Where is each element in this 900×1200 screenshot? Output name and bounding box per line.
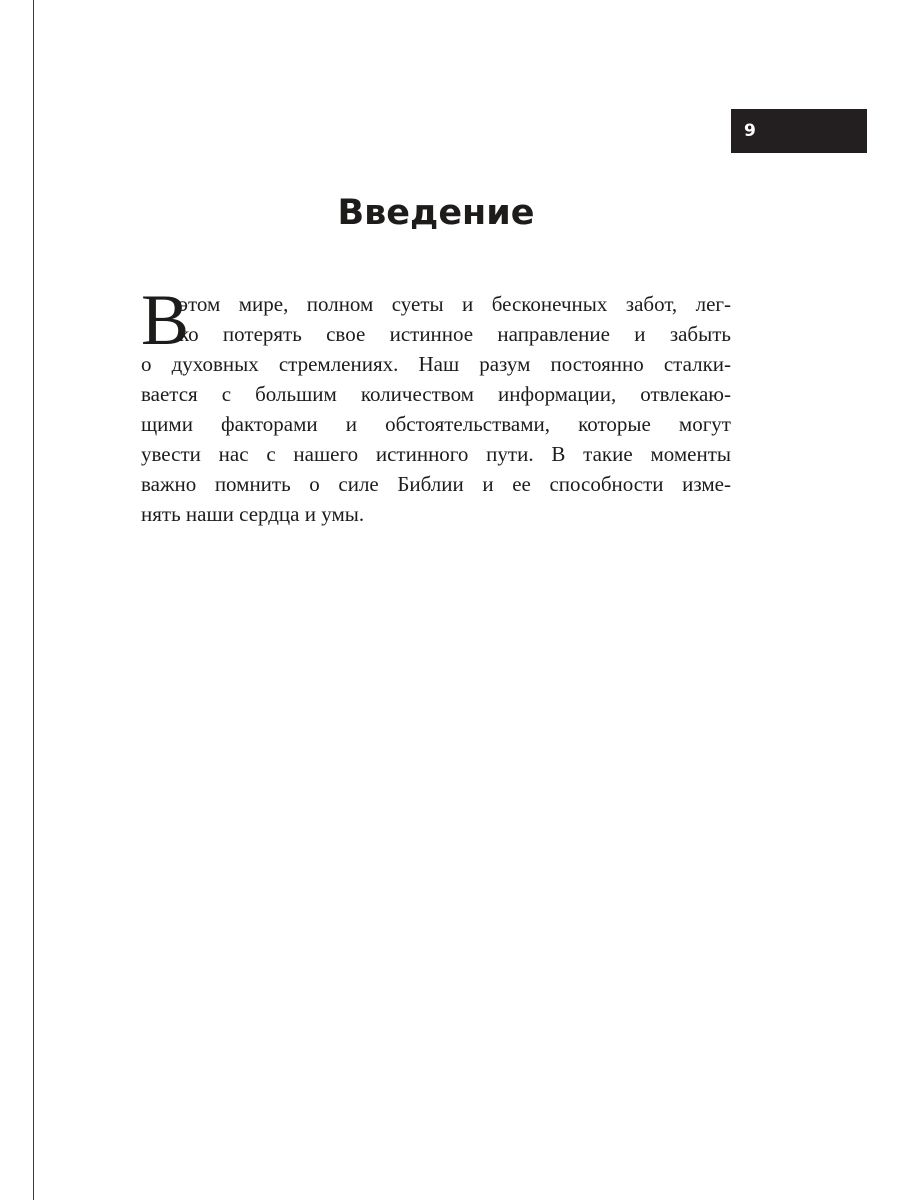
paragraph-line: увести нас с нашего истинного пути. В такие моменты — [141, 442, 731, 466]
page-number: 9 — [744, 121, 756, 141]
chapter-title: Введение — [337, 193, 535, 233]
drop-cap-letter: В — [141, 280, 190, 360]
paragraph-line: этом мире, полном суеты и бесконечных забот, лег- — [179, 292, 731, 316]
page-spine-line — [33, 0, 34, 1200]
paragraph-line: о духовных стремлениях. Наш разум постоянно сталки- — [141, 352, 731, 376]
paragraph-line: нять наши сердца и умы. — [141, 502, 365, 526]
page-number-tab — [731, 109, 867, 153]
paragraph-line: щими факторами и обстоятельствами, которые могут — [141, 412, 731, 436]
intro-paragraph — [141, 280, 731, 529]
paragraph-line: вается с большим количеством информации, отвлекаю- — [141, 382, 731, 406]
paragraph-line: важно помнить о силе Библии и ее способности изме- — [141, 472, 731, 496]
paragraph-line: ко потерять свое истинное направление и забыть — [179, 322, 731, 346]
